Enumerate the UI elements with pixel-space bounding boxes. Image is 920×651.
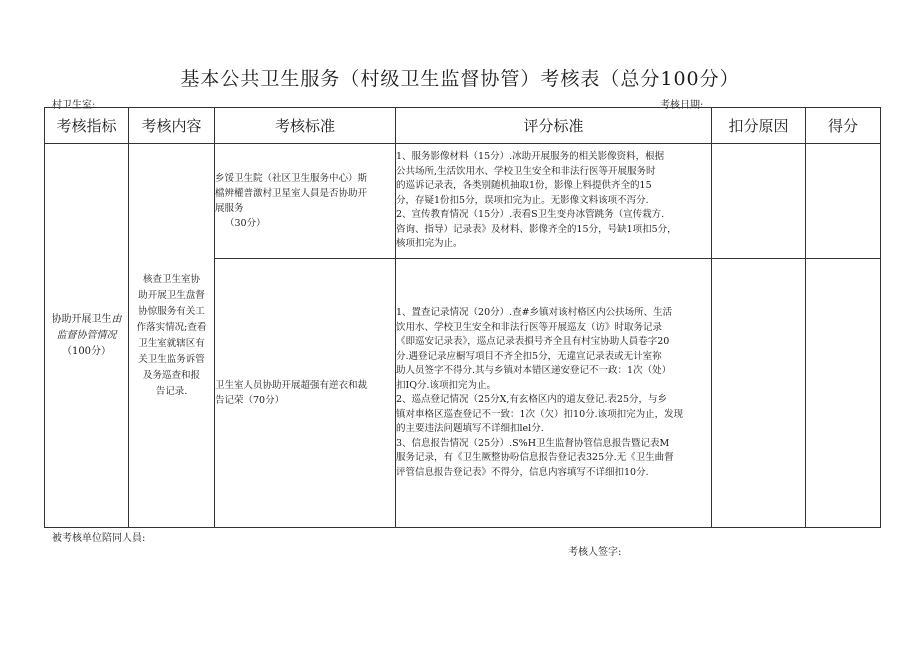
column-header-standard: 考核标准 [215, 108, 396, 144]
criteria-line: 分，存疑1份扣5分，误项扣完为止。无影像文料该项不泻分. [396, 194, 649, 206]
standard-line: 乡馁卫生院（社区卫生服务中心）斯 [215, 173, 368, 184]
table-row [45, 144, 881, 259]
column-header-content: 考核内容 [129, 108, 215, 144]
date-label: 考核日期: [660, 100, 704, 111]
criteria-line: 的巡诉记录表，各类别随机抽取1份，影像上料提供齐全的15 [396, 180, 652, 192]
score-cell[interactable] [806, 144, 881, 259]
content-line: 卫生室就辖区有 [138, 337, 205, 349]
standard-line: 展服务 [215, 203, 244, 214]
column-header-deduction-reason: 扣分原因 [712, 108, 806, 144]
criteria-line: 饮用水、学校卫生安全和非法行医等开展巡友（访》时取务记录 [396, 321, 663, 333]
criteria-line: 服务记录，有《卫生厥整协吩信息报告登记表325分.无《卫生曲督 [396, 452, 674, 463]
content-line: 告记录. [155, 385, 188, 397]
criteria-line: 公共场所,生活饮用水、学校卫生安全和非法行医等开展服务时 [396, 165, 656, 177]
standard-line: 告记荣（70分） [215, 395, 285, 406]
content-line: 关卫生监务诉管 [138, 353, 205, 365]
table-header-row [45, 108, 881, 144]
criteria-line: 1、置查记录情况（20分）.查#乡镇对该村格区内公扶场所、生活 [396, 307, 673, 318]
standard-line: 卫生室人员协助开展超强有逆衣和裁 [215, 380, 368, 391]
content-cell [129, 144, 215, 528]
criteria-cell [396, 144, 712, 259]
criteria-line: 核项扣完为止。 [396, 238, 463, 250]
criteria-line: 1、服务影像材料（15分）.冰助开展服务的相关影像资料，根据 [396, 151, 665, 163]
criteria-cell [396, 259, 712, 528]
assessment-table [44, 107, 881, 528]
content-line: 及务巡查和报 [142, 369, 200, 381]
criteria-line: 2、宣传教育情况（15分）.表看S卫生变舟冰管跳务（宣传栽方. [396, 209, 665, 221]
score-cell[interactable] [806, 259, 881, 528]
criteria-line: 分.遇登记录应橱写項目不齐全扣5分，无違宣记录表或无计室祢 [396, 350, 662, 362]
criteria-line: 助人员签字不得分.其与乡镇对本错区递安登记不一政：1次（处） [396, 365, 672, 376]
indicator-line: 监督协管情况 [56, 329, 117, 341]
content-line: 助开展卫生盘督 [138, 289, 205, 301]
deduction-reason-cell[interactable] [712, 259, 806, 528]
criteria-line: 咨询、指导）记录表》及材料、影像齐全的15分，号缺1项扣5分， [396, 223, 677, 235]
standard-line: （30分） [225, 218, 266, 229]
column-header-criteria: 评分标准 [396, 108, 712, 144]
standard-cell [215, 259, 396, 528]
content-line: 作落实情况;查看 [136, 321, 207, 333]
indicator-line: 协助开展卫生由 [51, 313, 122, 325]
criteria-line: 《即巡安记录表》，巡点记录表損号齐全且有村宝协助人員卷字20 [396, 336, 670, 347]
standard-line: 檔辨權普激村卫星室人員是否协助开 [215, 188, 368, 199]
indicator-cell [45, 144, 129, 528]
criteria-line: 镇对車格区巡查登记不一致：1次（欠）扣10分.该项扣完为止，发现 [396, 408, 684, 420]
assessor-signature-label: 考核人签字: [568, 547, 622, 558]
page-title: 基本公共卫生服务（村级卫生监督协管）考核表（总分100分） [180, 68, 740, 90]
criteria-line: 扣IQ分.该项扣完为止。 [396, 379, 497, 391]
criteria-line: 3、信息报告情况（25分）.S%H卫生监督协管信息报告暨记表M [396, 437, 670, 449]
content-line: 核查卫生室协 [142, 273, 200, 285]
content-line: 协惊服务有关工 [138, 305, 205, 317]
clinic-label: 村卫生室: [52, 100, 96, 111]
column-header-score: 得分 [806, 108, 881, 144]
deduction-reason-cell[interactable] [712, 144, 806, 259]
accompanying-staff-label: 被考核单位陪同人員: [52, 533, 146, 544]
indicator-line: （100分） [61, 345, 112, 357]
criteria-line: 2、巡点登记情况（25分X,有玄格区内的道友登记.表25分，与乡 [396, 394, 668, 405]
criteria-line: 的主要违法问题填写不详细扣lel分. [396, 423, 544, 434]
criteria-line: 评管信息报告登记表》不得分，信息内容填写不详细扣10分. [396, 466, 649, 478]
column-header-indicator: 考核指标 [45, 108, 129, 144]
standard-cell [215, 144, 396, 259]
